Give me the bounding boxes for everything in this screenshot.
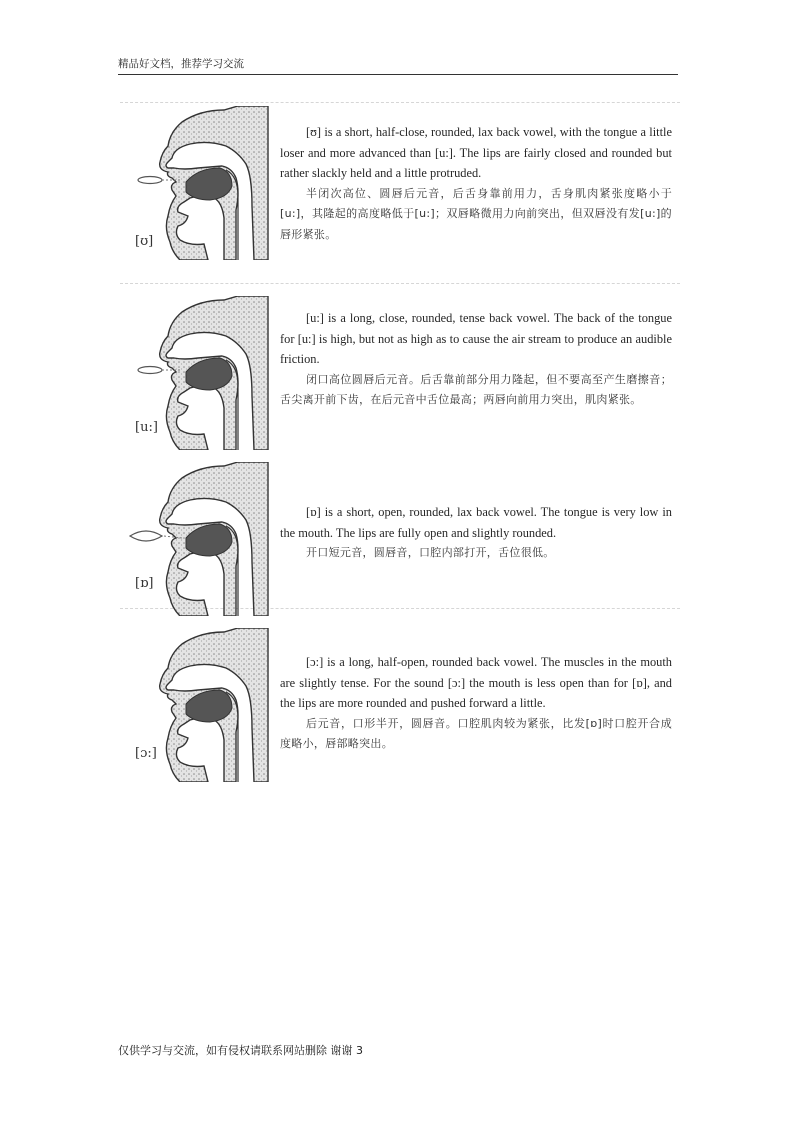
chinese-description: 闭口高位圆唇后元音。后舌靠前部分用力隆起，但不要高至产生磨擦音；舌尖离开前下齿，在后元音中舌位最高；两唇向前用力突出，肌肉紧张。 (280, 372, 672, 406)
vowel-symbol: [ɔ:] (135, 746, 157, 761)
articulation-diagram (128, 462, 276, 616)
vowel-symbol: [ʊ] (135, 234, 154, 249)
vowel-symbol: [ɒ] (135, 576, 154, 591)
vowel-description (280, 122, 672, 245)
chinese-description: 开口短元音，圆唇音，口腔内部打开，舌位很低。 (306, 546, 555, 559)
english-description: [ɒ] is a short, open, rounded, lax back vowel. The tongue is very low in the mouth. The lips are fully open and slightly rounded. (280, 505, 672, 540)
scan-divider (120, 102, 680, 103)
vowel-entry (120, 106, 680, 266)
vowel-description (280, 652, 672, 755)
head-section-svg (128, 462, 276, 616)
scan-divider (120, 283, 680, 284)
chinese-description: 后元音，口形半开，圆唇音。口腔肌肉较为紧张，比发[ɒ]时口腔开合成度略小，唇部略突出。 (280, 716, 672, 750)
vowel-symbol: [u:] (135, 420, 158, 435)
vowel-description (280, 502, 672, 564)
vowel-description (280, 308, 672, 411)
english-description: [u:] is a long, close, rounded, tense back vowel. The back of the tongue for [u:] is high, but not as high as to cause the air stream to produce an audible friction. (280, 311, 672, 366)
page-header: 精品好文档，推荐学习交流 (118, 56, 678, 75)
vowel-entry (120, 296, 680, 456)
vowel-entry (120, 628, 680, 788)
page-footer: 仅供学习与交流，如有侵权请联系网站删除 谢谢 3 (118, 1044, 363, 1057)
english-description: [ɔ:] is a long, half-open, rounded back vowel. The muscles in the mouth are slightly tense. For the sound [ɔ:] the mouth is less open than for [ɒ], and the lips are more rounded and pushed forward a little. (280, 655, 672, 710)
chinese-description: 半闭次高位、圆唇后元音，后舌身靠前用力，舌身肌肉紧张度略小于[u:]，其隆起的高度略低于[u:]；双唇略微用力向前突出，但双唇没有发[u:]的唇形紧张。 (280, 186, 672, 241)
english-description: [ʊ] is a short, half-close, rounded, lax back vowel, with the tongue a little loser and more advanced than [u:]. The lips are fairly closed and rounded but rather slackly held and a little protruded. (280, 125, 672, 180)
vowel-entry (120, 462, 680, 622)
